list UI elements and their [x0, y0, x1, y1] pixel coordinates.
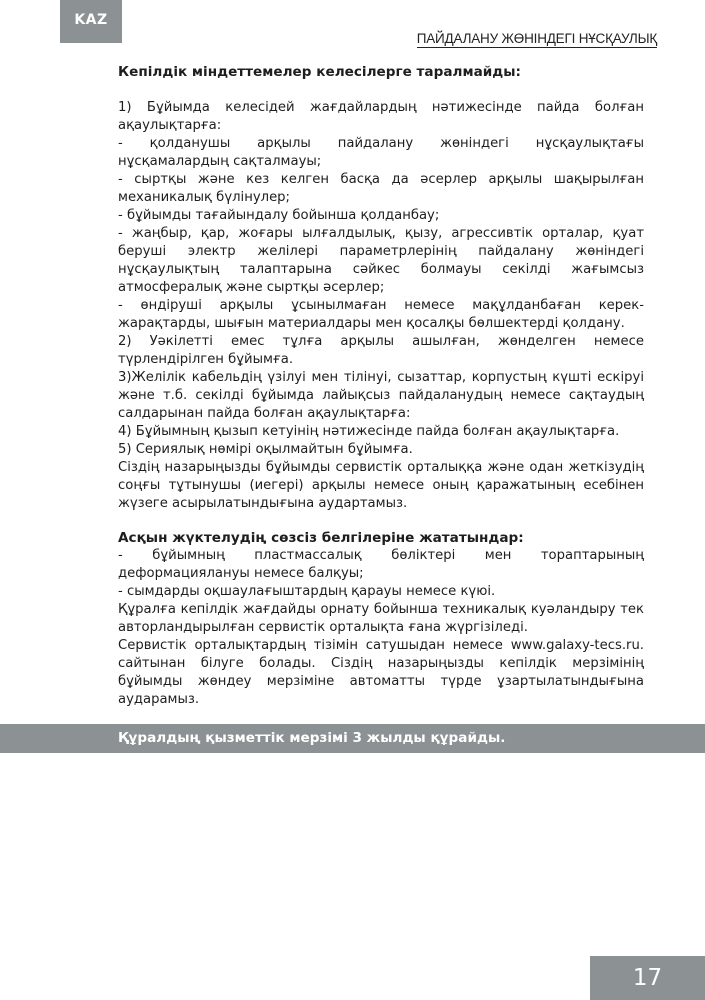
exclusion-item: - бұйымды тағайындалу бойынша қолданбау;: [118, 208, 440, 223]
exclusion-item: 5) Сериялық нөмірі оқылмайтын бұйымға.: [118, 442, 413, 457]
service-life-banner: Құралдың қызметтік мерзімі 3 жылды құрайды.: [0, 724, 705, 753]
page-content: [118, 63, 644, 709]
exclusion-item: 1) Бұйымда келесідей жағдайлардың нәтижесінде пайда болған ақаулықтарға:: [118, 100, 644, 133]
exclusion-item: - сыртқы және кез келген басқа да әсерлер арқылы шақырылған механикалық бүлінулер;: [118, 172, 644, 205]
service-centers-note: Сервистік орталықтардың тізімін сатушыдан немесе www.galaxy-tecs.ru. сайтынан білуге болады. Сіздің назарыңызды кепілдік мерзімінің бұйымды жөндеу мерзіміне автоматты түрде ұзартылатындығына аударамыз.: [118, 638, 644, 707]
exclusion-item: - жаңбыр, қар, жоғары ылғалдылық, қызу, агрессивтік орталар, қуат беруші электр желілері параметрлерінің пайдалану жөніндегі нұсқаулықтың талаптарына сәйкес болмауы секілді жағымсыз атмосфералық және сыртқы әсерлер;: [118, 226, 644, 295]
delivery-note: Сіздің назарыңызды бұйымды сервистік орталыққа және одан жеткізудің соңғы тұтынушы (иегері) арқылы немесе оның қаражатының есебінен жүзеге асырылатындығына аудартамыз.: [118, 460, 644, 511]
language-tab: KAZ: [60, 0, 122, 43]
page-number: 17: [590, 956, 705, 1000]
exclusion-item: 2) Уәкілетті емес тұлға арқылы ашылған, жөнделген немесе түрлендірілген бұйымға.: [118, 334, 644, 367]
exclusion-item: 4) Бұйымның қызып кетуінің нәтижесінде пайда болған ақаулықтарға.: [118, 424, 620, 439]
exclusion-item: - өндіруші арқылы ұсынылмаған немесе мақұлданбаған керек-жарақтарды, шығын материалдары мен қосалқы бөлшектерді қолдану.: [118, 298, 644, 331]
exclusion-item: 3)Желілік кабельдің үзілуі мен тілінуі, сызаттар, корпустың күшті ескіруі және т.б. секілді бұйымда лайықсыз пайдаланудың немесе сақтаудың салдарынан пайда болған ақаулықтарға:: [118, 370, 644, 421]
warranty-exclusions-heading: Кепілдік міндеттемелер келесілерге таралмайды:: [118, 64, 521, 80]
overload-signs-heading: Асқын жүктелудің сөзсіз белгілеріне жататындар:: [118, 530, 524, 546]
exclusion-item: - қолданушы арқылы пайдалану жөніндегі нұсқаулықтағы нұсқамалардың сақталмауы;: [118, 136, 644, 169]
overload-item: - бұйымның пластмассалық бөліктері мен тораптарының деформациялануы немесе балқуы;: [118, 548, 644, 581]
manual-title: ПАЙДАЛАНУ ЖӨНІНДЕГІ НҰСҚАУЛЫҚ: [416, 31, 657, 46]
inspection-note: Құралға кепілдік жағдайды орнату бойынша техникалық куәландыру тек авторландырылған сервистік орталықта ғана жүргізіледі.: [118, 602, 644, 635]
overload-item: - сымдарды оқшаулағыштардың қарауы немесе күюі.: [118, 584, 496, 599]
